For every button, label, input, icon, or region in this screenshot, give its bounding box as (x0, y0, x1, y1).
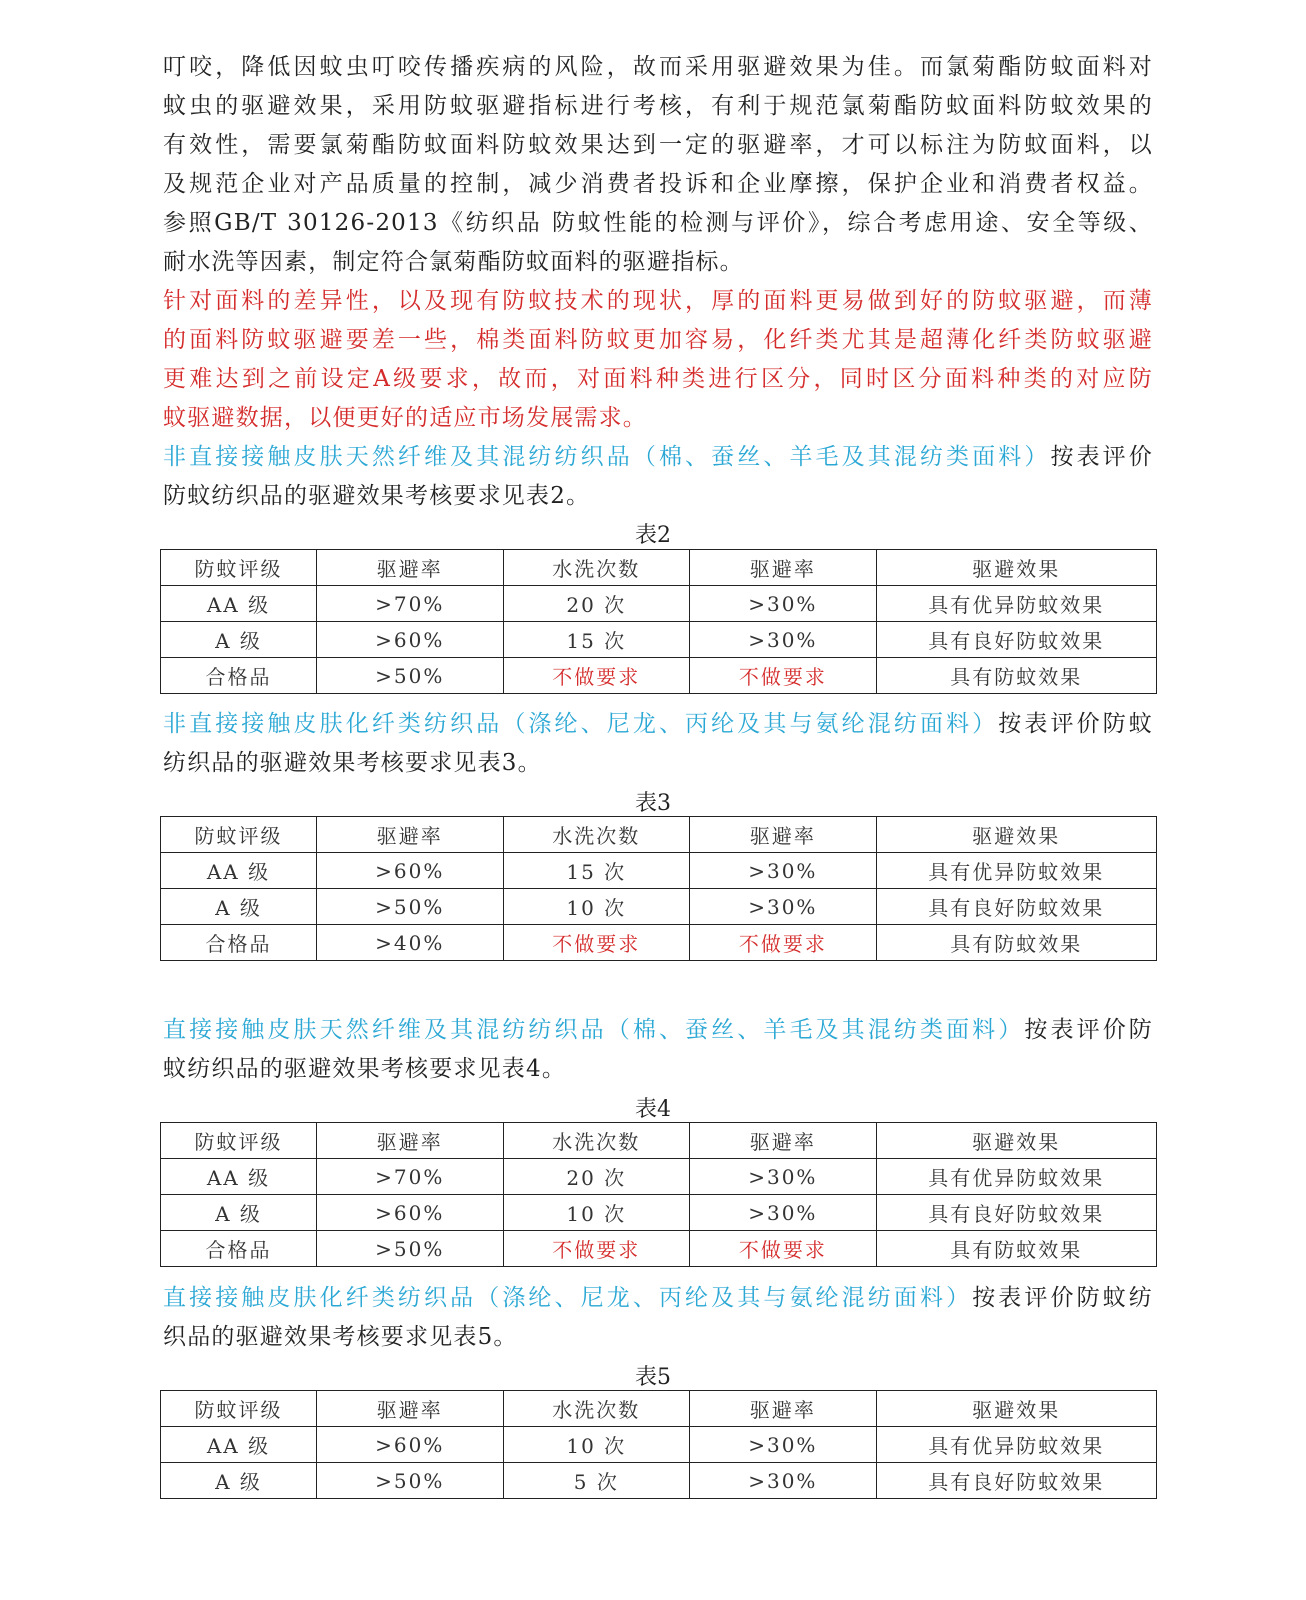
table-cell: 15 次 (503, 622, 690, 658)
table-cell: 5 次 (503, 1463, 690, 1499)
table-cell: 10 次 (503, 1427, 690, 1463)
table-cell: 具有防蚊效果 (876, 925, 1156, 961)
table-cell: >60% (316, 622, 503, 658)
table-cell: 具有良好防蚊效果 (876, 1195, 1156, 1231)
table-cell: >30% (690, 1463, 877, 1499)
header-cell: 水洗次数 (503, 817, 690, 853)
table-cell: 不做要求 (690, 1231, 877, 1267)
table-row (161, 1195, 1157, 1231)
table-cell: >50% (316, 658, 503, 694)
table-header-row (161, 1123, 1157, 1159)
table-3 (160, 816, 1157, 961)
header-cell: 驱避率 (316, 1391, 503, 1427)
header-cell: 防蚊评级 (161, 1123, 317, 1159)
text-span: 按表评价防蚊 (998, 711, 1153, 737)
header-cell: 驱避效果 (876, 1123, 1156, 1159)
highlighted-text: 非直接接触皮肤化纤类纺织品（涤纶、尼龙、丙纶及其与氨纶混纺面料） (163, 711, 999, 737)
table-cell: A 级 (161, 1463, 317, 1499)
text-span: 按表评价 (1050, 444, 1153, 470)
section-intro-table3 (163, 705, 1153, 783)
header-cell: 驱避率 (690, 1123, 877, 1159)
highlighted-text: 直接接触皮肤化纤类纺织品（涤纶、尼龙、丙纶及其与氨纶混纺面料） (163, 1285, 973, 1311)
table-row (161, 622, 1157, 658)
table-cell: A 级 (161, 1195, 317, 1231)
table-row (161, 1231, 1157, 1267)
table-cell: 不做要求 (690, 658, 877, 694)
table-header-row (161, 1391, 1157, 1427)
table-cell: 合格品 (161, 658, 317, 694)
table-cell: 15 次 (503, 853, 690, 889)
table-cell: AA 级 (161, 853, 317, 889)
table-row (161, 1159, 1157, 1195)
table-5 (160, 1390, 1157, 1499)
table-cell: >30% (690, 586, 877, 622)
header-cell: 水洗次数 (503, 1123, 690, 1159)
table-cell: >50% (316, 889, 503, 925)
header-cell: 防蚊评级 (161, 550, 317, 586)
table-cell: >60% (316, 1427, 503, 1463)
text-line: 的面料防蚊驱避要差一些，棉类面料防蚊更加容易，化纤类尤其是超薄化纤类防蚊驱避 (163, 327, 1153, 353)
table-cell: >30% (690, 622, 877, 658)
table-cell: 具有良好防蚊效果 (876, 622, 1156, 658)
header-cell: 驱避率 (690, 1391, 877, 1427)
table-row (161, 853, 1157, 889)
header-cell: 防蚊评级 (161, 1391, 317, 1427)
text-line: 织品的驱避效果考核要求见表5。 (163, 1324, 518, 1350)
text-line: 叮咬，降低因蚊虫叮咬传播疾病的风险，故而采用驱避效果为佳。而氯菊酯防蚊面料对 (163, 54, 1153, 80)
table-cell: >70% (316, 1159, 503, 1195)
table-row (161, 925, 1157, 961)
table-caption: 表5 (635, 1365, 671, 1390)
text-line: 耐水洗等因素，制定符合氯菊酯防蚊面料的驱避指标。 (163, 249, 744, 275)
text-span: 按表评价防 (1024, 1017, 1154, 1043)
table-cell: >70% (316, 586, 503, 622)
header-cell: 驱避率 (690, 817, 877, 853)
section-intro-table4 (163, 1011, 1153, 1089)
header-cell: 驱避效果 (876, 817, 1156, 853)
table-cell: >40% (316, 925, 503, 961)
table-cell: >50% (316, 1463, 503, 1499)
table-caption: 表3 (635, 791, 671, 816)
text-line: 蚊纺织品的驱避效果考核要求见表4。 (163, 1056, 567, 1082)
header-cell: 驱避率 (316, 1123, 503, 1159)
header-cell: 防蚊评级 (161, 817, 317, 853)
text-line: 参照GB/T 30126-2013《纺织品 防蚊性能的检测与评价》，综合考虑用途、安全等级、 (163, 210, 1153, 236)
table-cell: AA 级 (161, 1427, 317, 1463)
table-cell: 10 次 (503, 889, 690, 925)
section-intro-table2 (163, 438, 1153, 516)
table-cell: 20 次 (503, 1159, 690, 1195)
table-cell: 具有良好防蚊效果 (876, 1463, 1156, 1499)
text-span: 按表评价防蚊纺 (972, 1285, 1154, 1311)
header-cell: 驱避效果 (876, 550, 1156, 586)
header-cell: 水洗次数 (503, 550, 690, 586)
table-cell: 合格品 (161, 1231, 317, 1267)
text-line: 更难达到之前设定A级要求，故而，对面料种类进行区分，同时区分面料种类的对应防 (163, 366, 1153, 392)
table-4 (160, 1122, 1157, 1267)
text-line: 蚊虫的驱避效果，采用防蚊驱避指标进行考核，有利于规范氯菊酯防蚊面料防蚊效果的 (163, 93, 1153, 119)
table-cell: >30% (690, 1159, 877, 1195)
table-cell: >60% (316, 853, 503, 889)
table-cell: 不做要求 (503, 1231, 690, 1267)
table-header-row (161, 817, 1157, 853)
table-caption: 表4 (635, 1097, 671, 1122)
table-cell: 具有良好防蚊效果 (876, 889, 1156, 925)
table-cell: 不做要求 (690, 925, 877, 961)
table-cell: A 级 (161, 622, 317, 658)
table-cell: >60% (316, 1195, 503, 1231)
paragraph-revision (163, 282, 1153, 438)
table-cell: AA 级 (161, 586, 317, 622)
table-cell: >30% (690, 1195, 877, 1231)
table-caption: 表2 (635, 523, 671, 548)
table-cell: 具有防蚊效果 (876, 658, 1156, 694)
table-cell: 不做要求 (503, 925, 690, 961)
table-cell: 不做要求 (503, 658, 690, 694)
table-cell: >30% (690, 889, 877, 925)
table-header-row (161, 550, 1157, 586)
table-cell: 具有优异防蚊效果 (876, 586, 1156, 622)
table-cell: A 级 (161, 889, 317, 925)
table-cell: AA 级 (161, 1159, 317, 1195)
table-2 (160, 549, 1157, 694)
text-line: 及规范企业对产品质量的控制，减少消费者投诉和企业摩擦，保护企业和消费者权益。 (163, 171, 1153, 197)
text-line: 纺织品的驱避效果考核要求见表3。 (163, 750, 542, 776)
text-line: 有效性，需要氯菊酯防蚊面料防蚊效果达到一定的驱避率，才可以标注为防蚊面料，以 (163, 132, 1153, 158)
header-cell: 驱避率 (690, 550, 877, 586)
table-row (161, 1427, 1157, 1463)
table-row (161, 1463, 1157, 1499)
table-cell: 具有优异防蚊效果 (876, 1427, 1156, 1463)
table-cell: 20 次 (503, 586, 690, 622)
table-cell: 10 次 (503, 1195, 690, 1231)
header-cell: 驱避率 (316, 817, 503, 853)
table-cell: 具有优异防蚊效果 (876, 853, 1156, 889)
text-line: 防蚊纺织品的驱避效果考核要求见表2。 (163, 483, 591, 509)
highlighted-text: 直接接触皮肤天然纤维及其混纺纺织品（棉、蚕丝、羊毛及其混纺类面料） (163, 1017, 1025, 1043)
section-intro-table5 (163, 1279, 1153, 1357)
header-cell: 驱避率 (316, 550, 503, 586)
text-line: 蚊驱避数据，以便更好的适应市场发展需求。 (163, 405, 647, 431)
paragraph-intro (163, 48, 1153, 282)
text-line: 针对面料的差异性，以及现有防蚊技术的现状，厚的面料更易做到好的防蚊驱避，而薄 (163, 288, 1153, 314)
table-row (161, 586, 1157, 622)
highlighted-text: 非直接接触皮肤天然纤维及其混纺纺织品（棉、蚕丝、羊毛及其混纺类面料） (163, 444, 1051, 470)
table-cell: 具有防蚊效果 (876, 1231, 1156, 1267)
table-row (161, 889, 1157, 925)
table-cell: >30% (690, 1427, 877, 1463)
header-cell: 水洗次数 (503, 1391, 690, 1427)
table-row (161, 658, 1157, 694)
header-cell: 驱避效果 (876, 1391, 1156, 1427)
table-cell: 具有优异防蚊效果 (876, 1159, 1156, 1195)
table-cell: 合格品 (161, 925, 317, 961)
table-cell: >50% (316, 1231, 503, 1267)
table-cell: >30% (690, 853, 877, 889)
